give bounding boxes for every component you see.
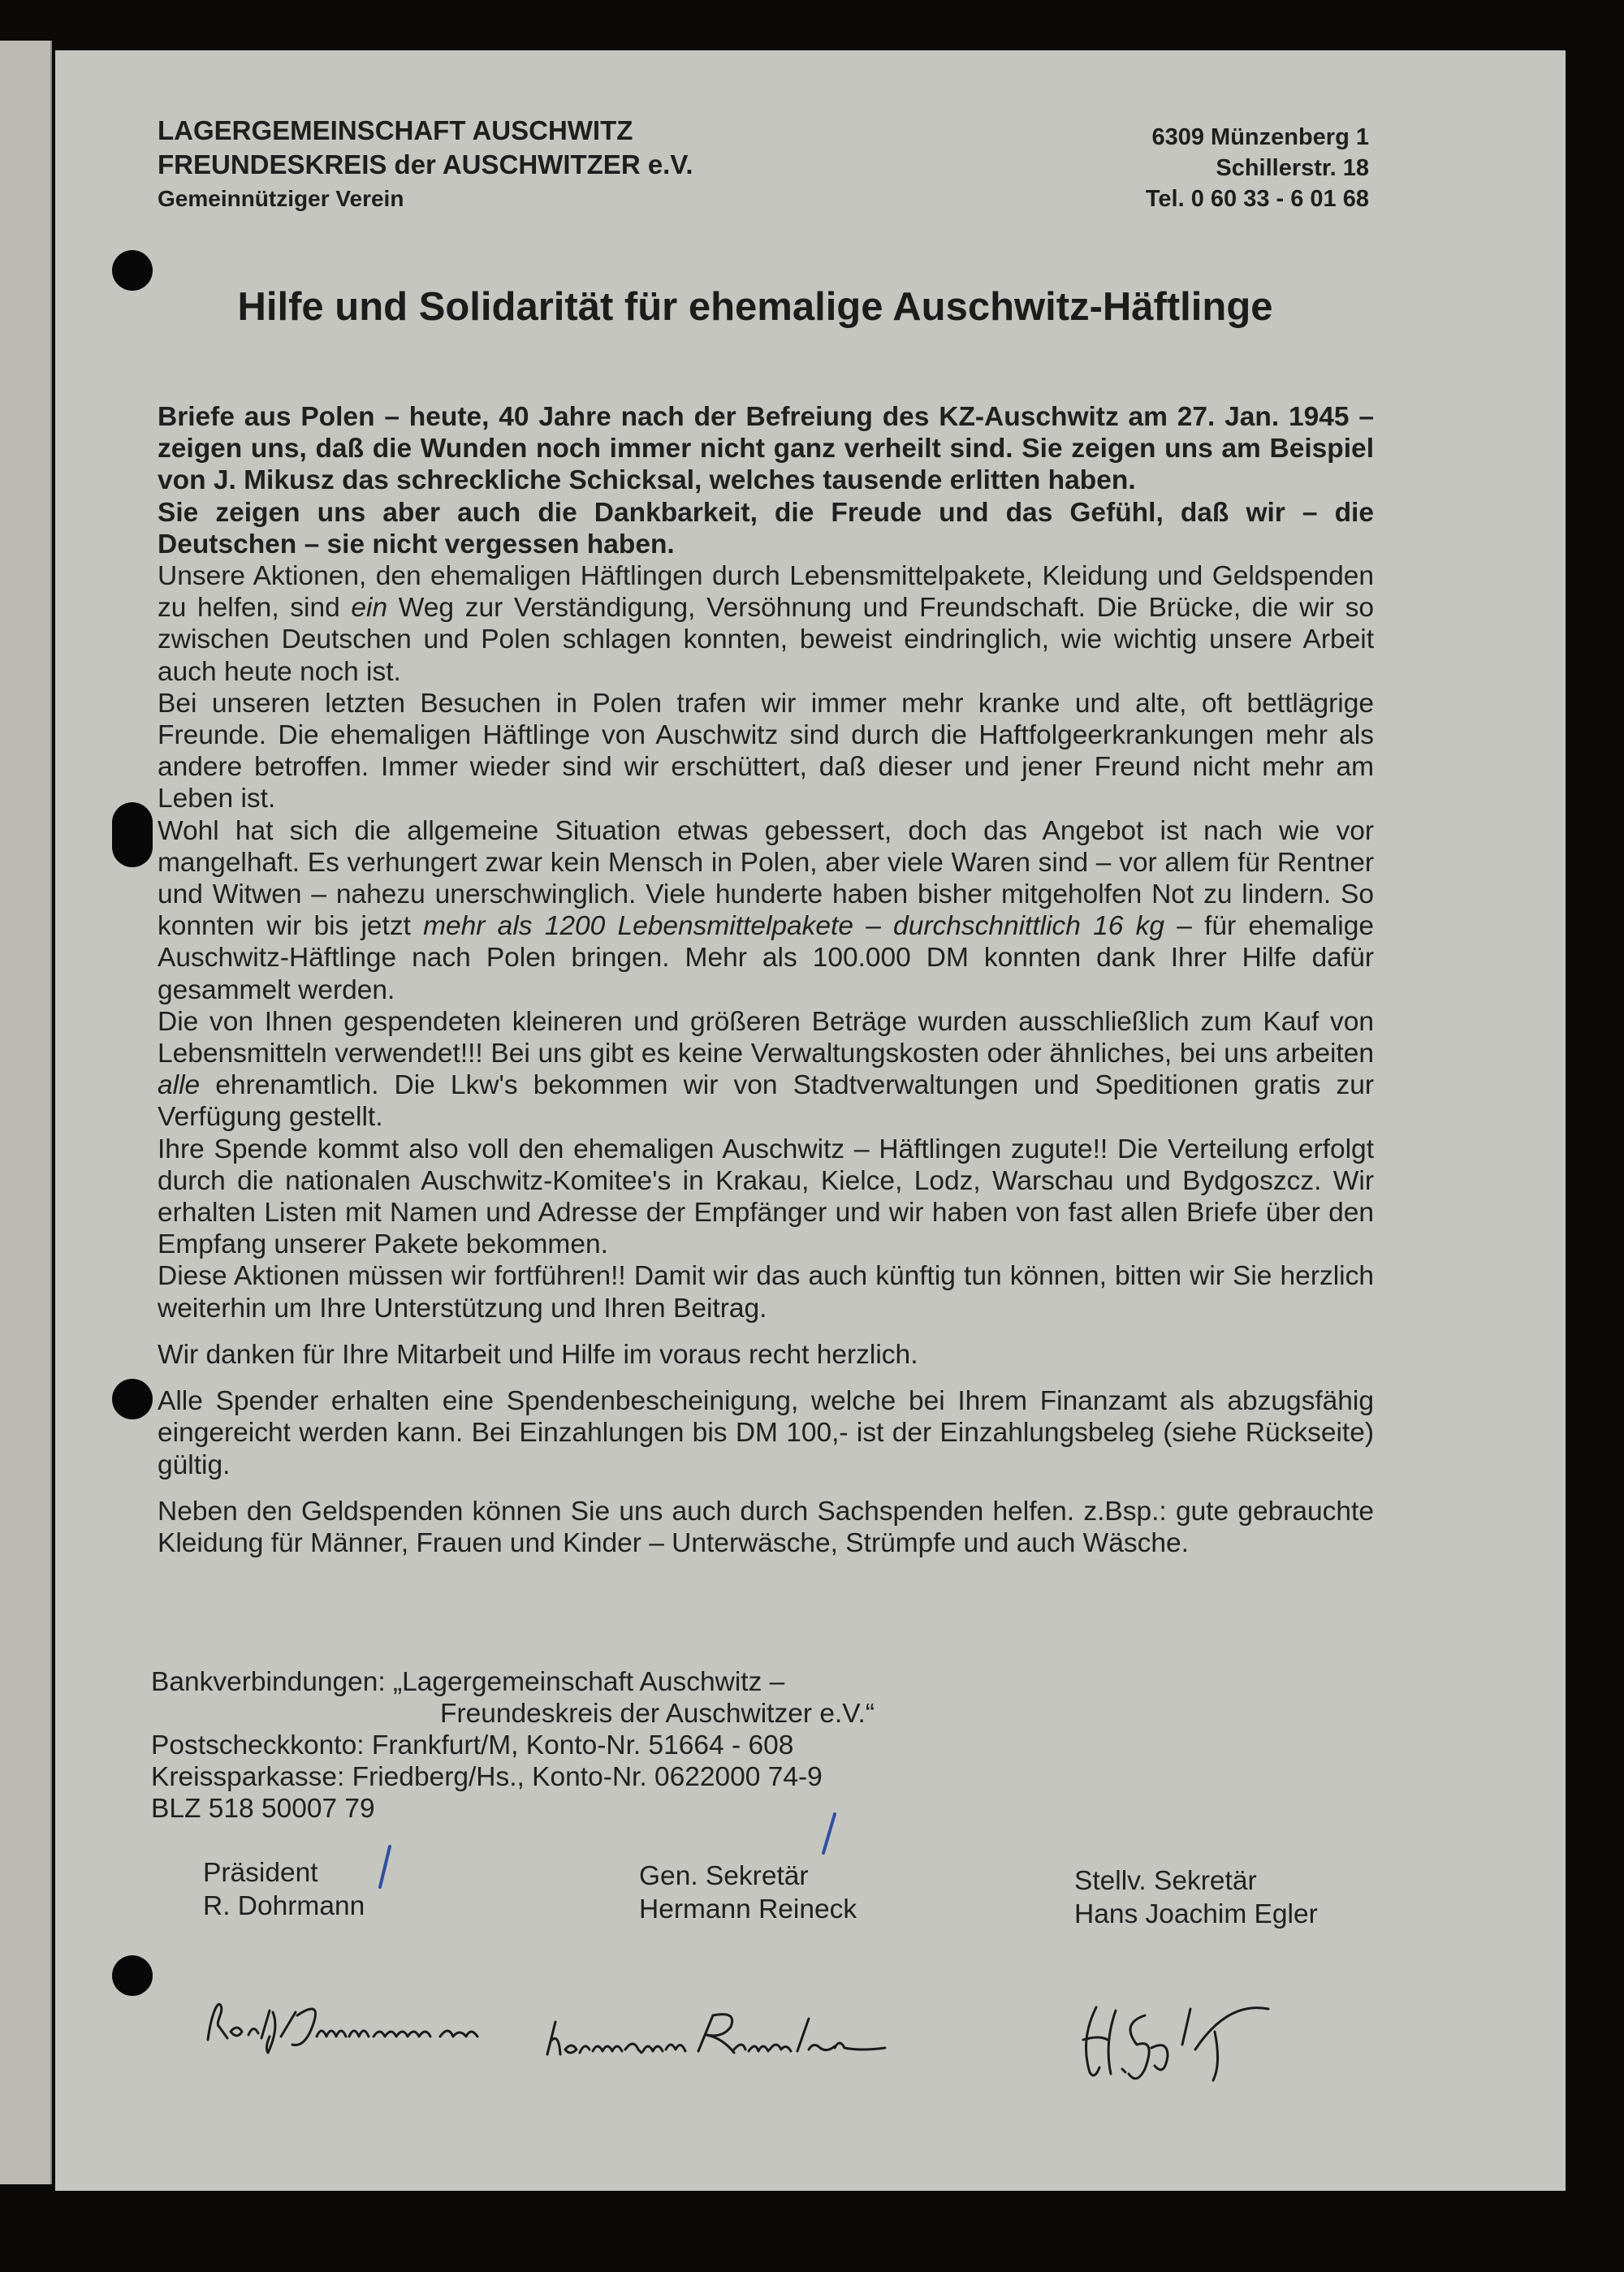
signatory-name: Hans Joachim Egler [1074, 1899, 1318, 1929]
signature-dohrmann [203, 1991, 528, 2064]
sender-block [158, 114, 693, 216]
paragraph: Wir danken für Ihre Mitarbeit und Hilfe im voraus recht herzlich. [158, 1339, 918, 1370]
text-run: Die von Ihnen gespendeten kleineren und größeren Beträge wurden ausschließlich zum Kauf von Lebensmitteln verwendet!!! Bei uns gibt es keine Verwaltungskosten oder ähnliches, bei uns arbeiten [158, 1006, 1374, 1069]
bank-line: Freundeskreis der Auschwitzer e.V.“ [440, 1699, 875, 1729]
bank-line: BLZ 518 50007 79 [151, 1794, 375, 1824]
paragraph: Sie zeigen uns aber auch die Dankbarkeit, die Freude und das Gefühl, daß wir – die Deutschen – sie nicht vergessen haben. [158, 497, 1374, 559]
punch-hole [112, 802, 153, 867]
paragraph: Briefe aus Polen – heute, 40 Jahre nach der Befreiung des KZ-Auschwitz am 27. Jan. 1945 – zeigen uns, daß die Wunden noch immer nicht ganz verheilt sind. Sie zeigen uns am Beispiel von J. Mikusz das schreckliche Schicksal, welches tausende erlitten haben. [158, 402, 1374, 496]
signature-reineck [544, 2004, 999, 2077]
previous-page-edge [0, 41, 52, 2184]
signature-egler [1077, 1999, 1353, 2088]
signatory-general-secretary [639, 1859, 857, 1926]
signatory-name: Hermann Reineck [639, 1894, 857, 1924]
text-run: Unsere Aktionen, den ehemaligen Häftlingen durch Lebensmittelpakete, Kleidung und Geldspenden zu helfen, sind [158, 561, 1374, 624]
signatory-role: Präsident [203, 1858, 318, 1888]
signatory-role: Stellv. Sekretär [1074, 1866, 1257, 1896]
signatory-name: R. Dohrmann [203, 1891, 365, 1921]
punch-hole [112, 1379, 153, 1419]
paragraph [158, 1006, 1374, 1134]
address-line: 6309 Münzenberg 1 [1151, 124, 1369, 150]
paragraph [158, 560, 1374, 688]
signatory-role: Gen. Sekretär [639, 1861, 809, 1891]
text-run: Weg zur Verständigung, Versöhnung und Freundschaft. Die Brücke, die wir so zwischen Deutschen und Polen schlagen konnten, beweist eindringlich, wie wichtig unsere Arbeit auch heute noch ist. [158, 593, 1374, 687]
paragraph [158, 815, 1374, 1006]
bank-line: Bankverbindungen: „Lagergemeinschaft Auschwitz – [151, 1667, 785, 1697]
bank-line: Postscheckkonto: Frankfurt/M, Konto-Nr. 51664 - 608 [151, 1730, 794, 1760]
address-line: Tel. 0 60 33 - 6 01 68 [1145, 186, 1369, 212]
signatory-president [203, 1856, 365, 1923]
signatory-deputy-secretary [1074, 1864, 1318, 1931]
emphasis: alle [158, 1070, 201, 1101]
sender-line: LAGERGEMEINSCHAFT AUSCHWITZ [158, 115, 633, 145]
paragraph: Bei unseren letzten Besuchen in Polen trafen wir immer mehr kranke und alte, oft bettlägrige Freunde. Die ehemaligen Häftlinge von Auschwitz sind durch die Haftfolgeerkrankungen mehr als andere betroffen. Immer wieder sind wir erschüttert, daß dieser und jener Freund nicht mehr am Leben ist. [158, 688, 1374, 814]
address-block [1146, 122, 1369, 214]
pen-correction-mark [370, 1843, 400, 1892]
emphasis: ein [351, 593, 388, 624]
paragraph: Ihre Spende kommt also voll den ehemaligen Auschwitz – Häftlingen zugute!! Die Verteilung erfolgt durch die nationalen Auschwitz-Komitee's in Krakau, Kielce, Lodz, Warschau und Bydgoszcz. Wir erhalten Listen mit Namen und Adresse der Empfänger und wir haben von fast allen Briefe über den Empfang unserer Pakete bekommen. [158, 1134, 1374, 1260]
punch-hole [112, 1955, 153, 1996]
bank-line: Kreissparkasse: Friedberg/Hs., Konto-Nr. 0622000 74-9 [151, 1762, 823, 1792]
page-title: Hilfe und Solidarität für ehemalige Auschwitz-Häftlinge [237, 285, 1273, 329]
paragraph: Alle Spender erhalten eine Spendenbescheinigung, welche bei Ihrem Finanzamt als abzugsfähig eingereicht werden kann. Bei Einzahlungen bis DM 100,- ist der Einzahlungsbeleg (siehe Rückseite) gültig. [158, 1386, 1374, 1480]
paragraph: Diese Aktionen müssen wir fortführen!! Damit wir das auch künftig tun können, bitten wir Sie herzlich weiterhin um Ihre Unterstützung und Ihren Beitrag. [158, 1261, 1374, 1324]
sender-line: FREUNDESKREIS der AUSCHWITZER e.V. [158, 149, 693, 179]
address-line: Schillerstr. 18 [1216, 155, 1369, 181]
text-run: – für ehemalige Auschwitz-Häftlinge nach Polen bringen. Mehr als 100.000 DM konnten dank Ihrer Hilfe dafür gesammelt werden. [158, 911, 1374, 1005]
pen-correction-mark [812, 1811, 844, 1859]
text-run: ehrenamtlich. Die Lkw's bekommen wir von Stadtverwaltungen und Speditionen gratis zur Verfügung gestellt. [158, 1070, 1374, 1133]
sender-line: Gemeinnütziger Verein [158, 186, 404, 211]
paragraph: Neben den Geldspenden können Sie uns auch durch Sachspenden helfen. z.Bsp.: gute gebrauchte Kleidung für Männer, Frauen und Kinder – Unterwäsche, Strümpfe und auch Wäsche. [158, 1496, 1374, 1558]
emphasis: mehr als 1200 Lebensmittelpakete – durchschnittlich 16 kg [423, 911, 1165, 942]
bank-details [151, 1666, 875, 1825]
text-run: Wohl hat sich die allgemeine Situation etwas gebessert, doch das Angebot ist nach wie vor mangelhaft. Es verhungert zwar kein Mensch in Polen, aber viele Waren sind – vor allem für Rentner und Witwen – nahezu unerschwinglich. Viele hunderte haben bisher mitgeholfen Not zu lindern. So konnten wir bis jetzt [158, 815, 1374, 942]
letter-body [158, 401, 1374, 1559]
